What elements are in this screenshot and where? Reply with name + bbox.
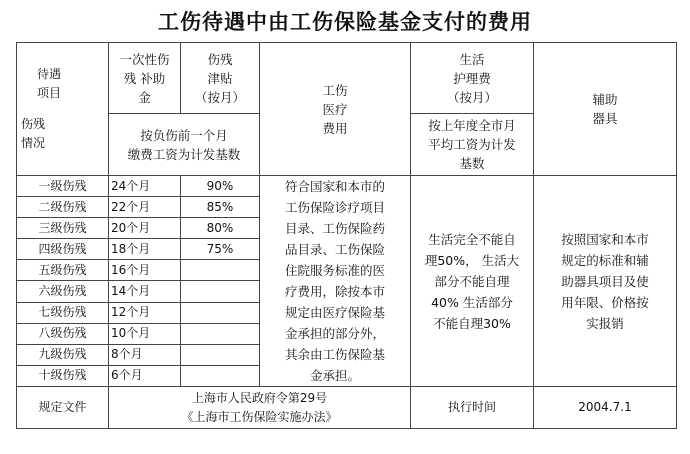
allowance-cell bbox=[181, 323, 260, 344]
allowance-cell bbox=[181, 344, 260, 365]
table-row bbox=[17, 176, 677, 197]
lump-sum-cell: 16个月 bbox=[109, 260, 181, 281]
allowance-cell: 80% bbox=[181, 218, 260, 239]
medical-header: 工伤 医疗 费用 bbox=[260, 43, 411, 176]
allowance-cell: 75% bbox=[181, 239, 260, 260]
level-cell: 六级伤残 bbox=[17, 281, 109, 302]
wage-basis-cell: 按负伤前一个月 缴费工资为计发基数 bbox=[109, 114, 260, 176]
lump-sum-cell: 18个月 bbox=[109, 239, 181, 260]
corner-top-label: 待遇 项目 bbox=[37, 67, 62, 100]
nursing-header: 生活 护理费 （按月） bbox=[411, 43, 534, 114]
level-cell: 八级伤残 bbox=[17, 323, 109, 344]
level-cell: 九级伤残 bbox=[17, 344, 109, 365]
allowance-cell bbox=[181, 260, 260, 281]
assist-header: 辅助 器具 bbox=[534, 43, 677, 176]
allowance-header: 伤残 津贴 （按月） bbox=[181, 43, 260, 114]
level-cell: 二级伤残 bbox=[17, 197, 109, 218]
level-cell: 一级伤残 bbox=[17, 176, 109, 197]
effective-date-value: 2004.7.1 bbox=[534, 387, 677, 429]
lump-sum-cell: 22个月 bbox=[109, 197, 181, 218]
lump-sum-cell: 12个月 bbox=[109, 302, 181, 323]
regulation-document: 上海市人民政府令第29号 《上海市工伤保险实施办法》 bbox=[109, 387, 411, 429]
nursing-text-cell: 生活完全不能自 理50%， 生活大 部分不能自理 40% 生活部分 不能自理30% bbox=[411, 176, 534, 387]
allowance-cell bbox=[181, 365, 260, 386]
lump-sum-header: 一次性伤 残 补助 金 bbox=[109, 43, 181, 114]
allowance-cell bbox=[181, 302, 260, 323]
allowance-cell bbox=[181, 281, 260, 302]
allowance-cell: 85% bbox=[181, 197, 260, 218]
medical-text-cell: 符合国家和本市的 工伤保险诊疗项目 目录、工伤保险药 品目录、工伤保险 住院服务标准的医 疗费用，除按本市 规定由医疗保险基 金承担的部分外， 其余由工伤保险基 金承担。 bbox=[260, 176, 411, 387]
lump-sum-cell: 6个月 bbox=[109, 365, 181, 386]
corner-header-cell bbox=[17, 43, 109, 176]
lump-sum-cell: 24个月 bbox=[109, 176, 181, 197]
level-cell: 十级伤残 bbox=[17, 365, 109, 386]
lump-sum-cell: 10个月 bbox=[109, 323, 181, 344]
level-cell: 五级伤残 bbox=[17, 260, 109, 281]
footer-row bbox=[17, 387, 677, 429]
allowance-cell: 90% bbox=[181, 176, 260, 197]
nursing-basis-cell: 按上年度全市月 平均工资为计发 基数 bbox=[411, 114, 534, 176]
effective-date-label: 执行时间 bbox=[411, 387, 534, 429]
assist-text-cell: 按照国家和本市 规定的标准和辅 助器具项目及使 用年限、价格按 实报销 bbox=[534, 176, 677, 387]
level-cell: 三级伤残 bbox=[17, 218, 109, 239]
corner-bottom-label: 伤残 情况 bbox=[21, 117, 46, 150]
level-cell: 七级伤残 bbox=[17, 302, 109, 323]
regulation-label: 规定文件 bbox=[17, 387, 109, 429]
lump-sum-cell: 14个月 bbox=[109, 281, 181, 302]
lump-sum-cell: 8个月 bbox=[109, 344, 181, 365]
page-title: 工伤待遇中由工伤保险基金支付的费用 bbox=[158, 9, 532, 34]
benefits-table bbox=[16, 42, 677, 429]
level-cell: 四级伤残 bbox=[17, 239, 109, 260]
lump-sum-cell: 20个月 bbox=[109, 218, 181, 239]
